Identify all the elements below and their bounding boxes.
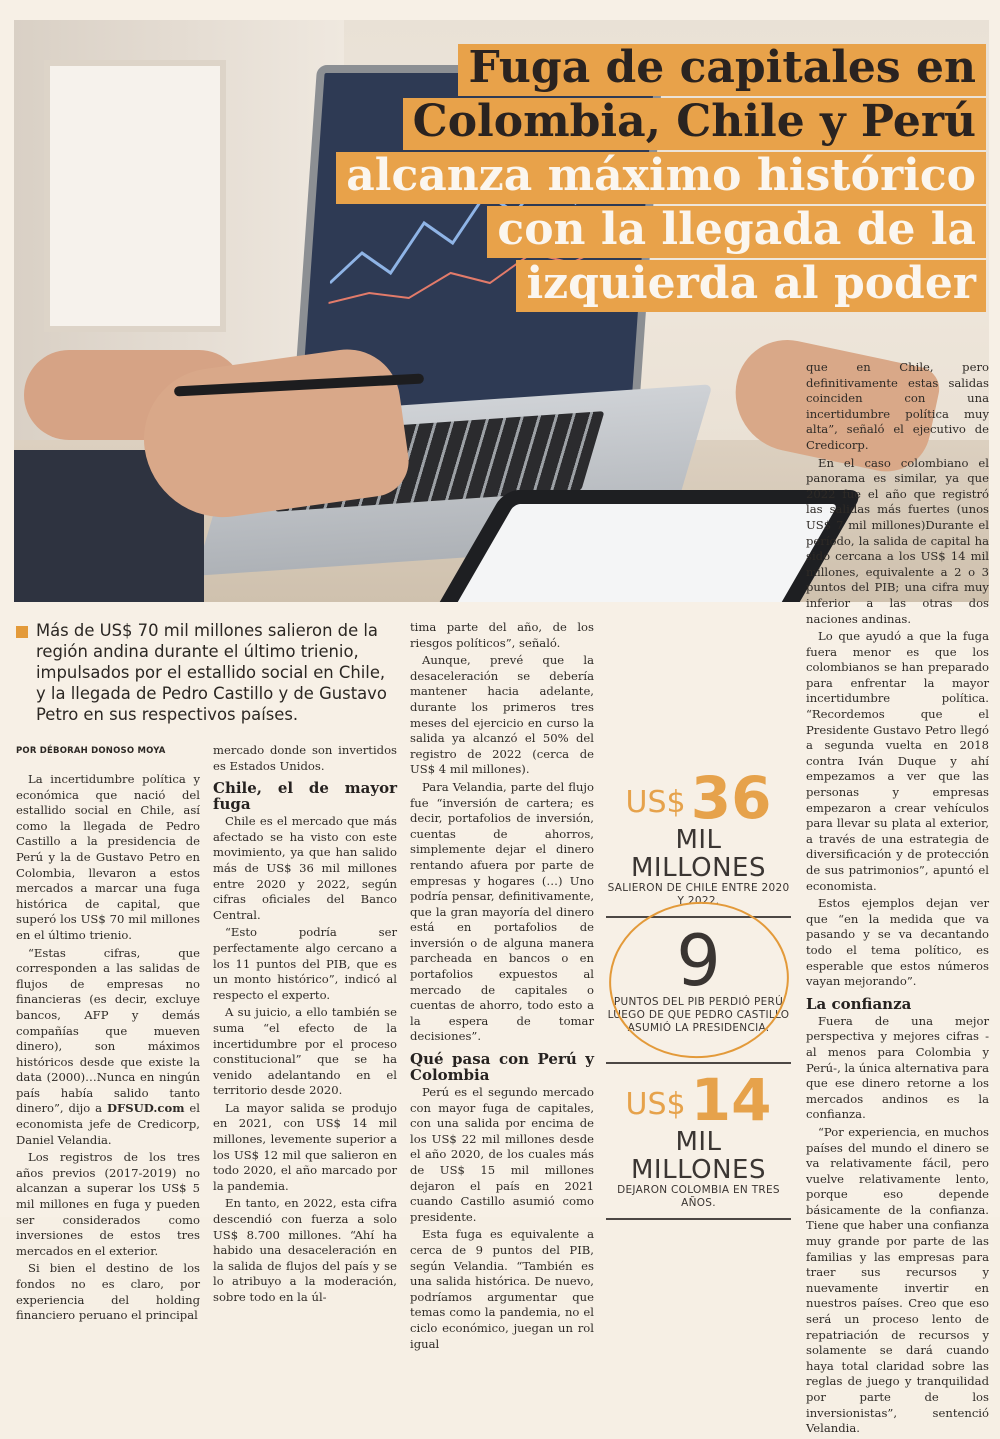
headline-line-1: Fuga de capitales en [458,44,986,96]
headline-line-5: izquierda al poder [516,260,986,312]
divider [606,1062,791,1064]
paragraph: Esta fuga es equivalente a cerca de 9 puntos del PIB, según Velandia. “También es una salida histórica. De nuevo, podríamos argumentar que temas como la pandemia, no el ciclo económico, juegan un rol igual [410,1227,594,1351]
headline-line-4: con la llegada de la [487,206,986,258]
subheading: Qué pasa con Perú y Colombia [410,1050,594,1085]
stat-1-caption: SALIERON DE CHILE ENTRE 2020 Y 2022. [607,882,790,907]
paragraph: La incertidumbre política y económica que nació del estallido social en Chile, así como la llegada de Pedro Castillo a la presidencia de Perú y la de Gustavo Petro en Colombia, llevaron a estos mercados a marcar una fuga histórica de capital, que superó los US$ 70 mil millones en el último trienio. [16,772,200,942]
divider [606,1218,791,1220]
paragraph [16,946,200,1149]
paragraph: Estos ejemplos dejan ver que “en la medida que va pasando y se va decantando todo el tema político, es esperable que estos números vayan mejorando”. [806,896,989,989]
paragraph: “Por experiencia, en muchos países del mundo el dinero se va relativamente fácil, pero vuelve relativamente lento, porque eso depende básicamente de la confianza. Tiene que haber una confianza muy grande por parte de las familias y las empresas para traer sus recursos y nuevamente invertir en nuestros países. Creo que eso será un proceso lento de repatriación de recursos y solamente se dará cuando haya total claridad sobre las reglas de juego y tranquilidad por parte de los inversionistas”, sentenció Velandia. [806,1124,989,1436]
paragraph: Para Velandia, parte del flujo fue “inversión de cartera; es decir, portafolios de inversión, cuentas de ahorros, simplemente dejar el dinero rentando afuera por parte de empresas y hogares (…) Uno podría pensar, definitivamente, que la gran mayoría del dinero está en portafolios de inversión o de alguna manera parcheada en bancos o en portafolios expuestos al mercado de capitales o cuentas de ahorro, todo esto a la espera de tomar decisiones”. [410,779,594,1044]
stat-1-number: 36 [690,764,772,832]
stat-1-unit: MIL MILLONES [631,825,766,883]
paragraph: En el caso colombiano el panorama es similar, ya que 2022 fue el año que registró las salidas más fuertes (unos US$ 7 mil millones)Durante el período, la salida de capital ha sido cercana a los US$ 14 mil millones, equivalente a 2 o 3 puntos del PIB; una cifra muy inferior a las otras dos naciones andinas. [806,455,989,626]
article-column-2 [213,743,397,1308]
headline-line-3: alcanza máximo histórico [336,152,986,204]
paragraph: Perú es el segundo mercado con mayor fuga de capitales, con una salida por encima de los US$ 22 mil millones desde el año 2020, de los cuales más de US$ 15 mil millones dejaron el país en 2021 cuando Castillo asumió como presidente. [410,1085,594,1224]
paragraph: La mayor salida se produjo en 2021, con US$ 14 mil millones, levemente superior a los US$ 12 mil que salieron en todo 2020, el año marcado por la pandemia. [213,1100,397,1193]
photo-window [44,60,226,332]
headline-line-2: Colombia, Chile y Perú [403,98,986,150]
paragraph: En tanto, en 2022, esta cifra descendió con fuerza a solo US$ 8.700 millones. “Ahí ha habido una desaceleración en la salida de flujos del país y se lo atribuyo a la moderación, sobre todo en la úl- [213,1196,397,1304]
tablet-screen [450,504,839,602]
subheading: Chile, el de mayor fuga [213,779,397,814]
paragraph: Fuera de una mejor perspectiva y mejores cifras -al menos para Colombia y Perú-, la única alternativa para que ese dinero retorne a los mercados andinos es la confianza. [806,1013,989,1122]
paragraph: “Esto podría ser perfectamente algo cercano a los 11 puntos del PIB, que es un monto histórico”, indicó al respecto el experto. [213,925,397,1002]
paragraph: que en Chile, pero definitivamente estas salidas coinciden con una incertidumbre política muy alta”, señaló el ejecutivo de Credicorp. [806,360,989,452]
article-column-3 [410,620,594,1354]
paragraph-text: “Estas cifras, que corresponden a las salidas de flujos de empresas no financieras (es decir, excluye bancos, AFP y demás compañías que mueven dinero), son máximos históricos desde que existe la data (2000)…Nunca en ningún país había salido tanto dinero”, dijo a [16,945,200,1116]
paragraph: Aunque, prevé que la desaceleración se debería mantener hacia adelante, durante los primeros tres meses del ejercicio en curso la salida ya alcanzó el 50% del registro de 2022 (cerca de US$ 4 mil millones). [410,653,594,777]
lead-bullet-icon [16,626,28,638]
paragraph: tima parte del año, de los riesgos políticos”, señaló. [410,620,594,650]
subheading: La confianza [806,994,912,1013]
stat-1-currency: US$ [625,785,686,820]
byline: POR DÉBORAH DONOSO MOYA [16,746,166,756]
stat-2-number: 9 [676,920,721,1002]
stat-3-number: 14 [690,1066,772,1134]
stat-3-caption: DEJARON COLOMBIA EN TRES AÑOS. [617,1184,780,1209]
stat-2-caption: PUNTOS DEL PIB PERDIÓ PERÚ LUEGO DE QUE PEDRO CASTILLO ASUMIÓ LA PRESIDENCIA. [607,996,790,1034]
paragraph: mercado donde son invertidos es Estados Unidos. [213,743,397,773]
paragraph: Lo que ayudó a que la fuga fuera menor es que los colombianos se han preparado para enfrentar la mayor incertidumbre política. “Recordemos que el Presidente Gustavo Petro llegó a segunda vuelta en 2018 contra Iván Duque y ahí empezamos a ver que las personas y empresas empezaron a crear vehículos para llevar su plata al exterior, a través de una estrategia de diversificación y de protección de sus patrimonios”, apuntó el economista. [806,629,989,893]
article-column-4 [806,360,989,1439]
stat-3-currency: US$ [625,1087,686,1122]
article-column-1 [16,772,200,1326]
stat-3 [606,1066,791,1210]
headline [336,44,986,314]
paragraph: Los registros de los tres años previos (2017-2019) no alcanzan a superar los US$ 5 mil millones en fuga y pueden ser considerados como inversiones de estos tres mercados en el exterior. [16,1150,200,1258]
lead-summary: Más de US$ 70 mil millones salieron de la región andina durante el último trienio, impulsados por el estallido social en Chile, y la llegada de Pedro Castillo y de Gustavo Petro en sus respectivos países. [36,621,387,724]
paragraph: Si bien el destino de los fondos no es claro, por experiencia del holding financiero peruano el principal [16,1261,200,1323]
paragraph: A su juicio, a ello también se suma “el efecto de la incertidumbre por el proceso constitucional” que se ha venido adelantando en el territorio desde 2020. [213,1005,397,1098]
paragraph: Chile es el mercado que más afectado se ha visto con este movimiento, ya que han salido más de US$ 36 mil millones entre 2020 y 2022, según cifras oficiales del Banco Central. [213,814,397,922]
stat-3-unit: MIL MILLONES [631,1127,766,1185]
source-name: DFSUD.com [106,1101,185,1116]
paragraph-text: el economista jefe de Credicorp, Daniel Velandia. [16,1101,200,1147]
stat-1 [606,764,791,908]
